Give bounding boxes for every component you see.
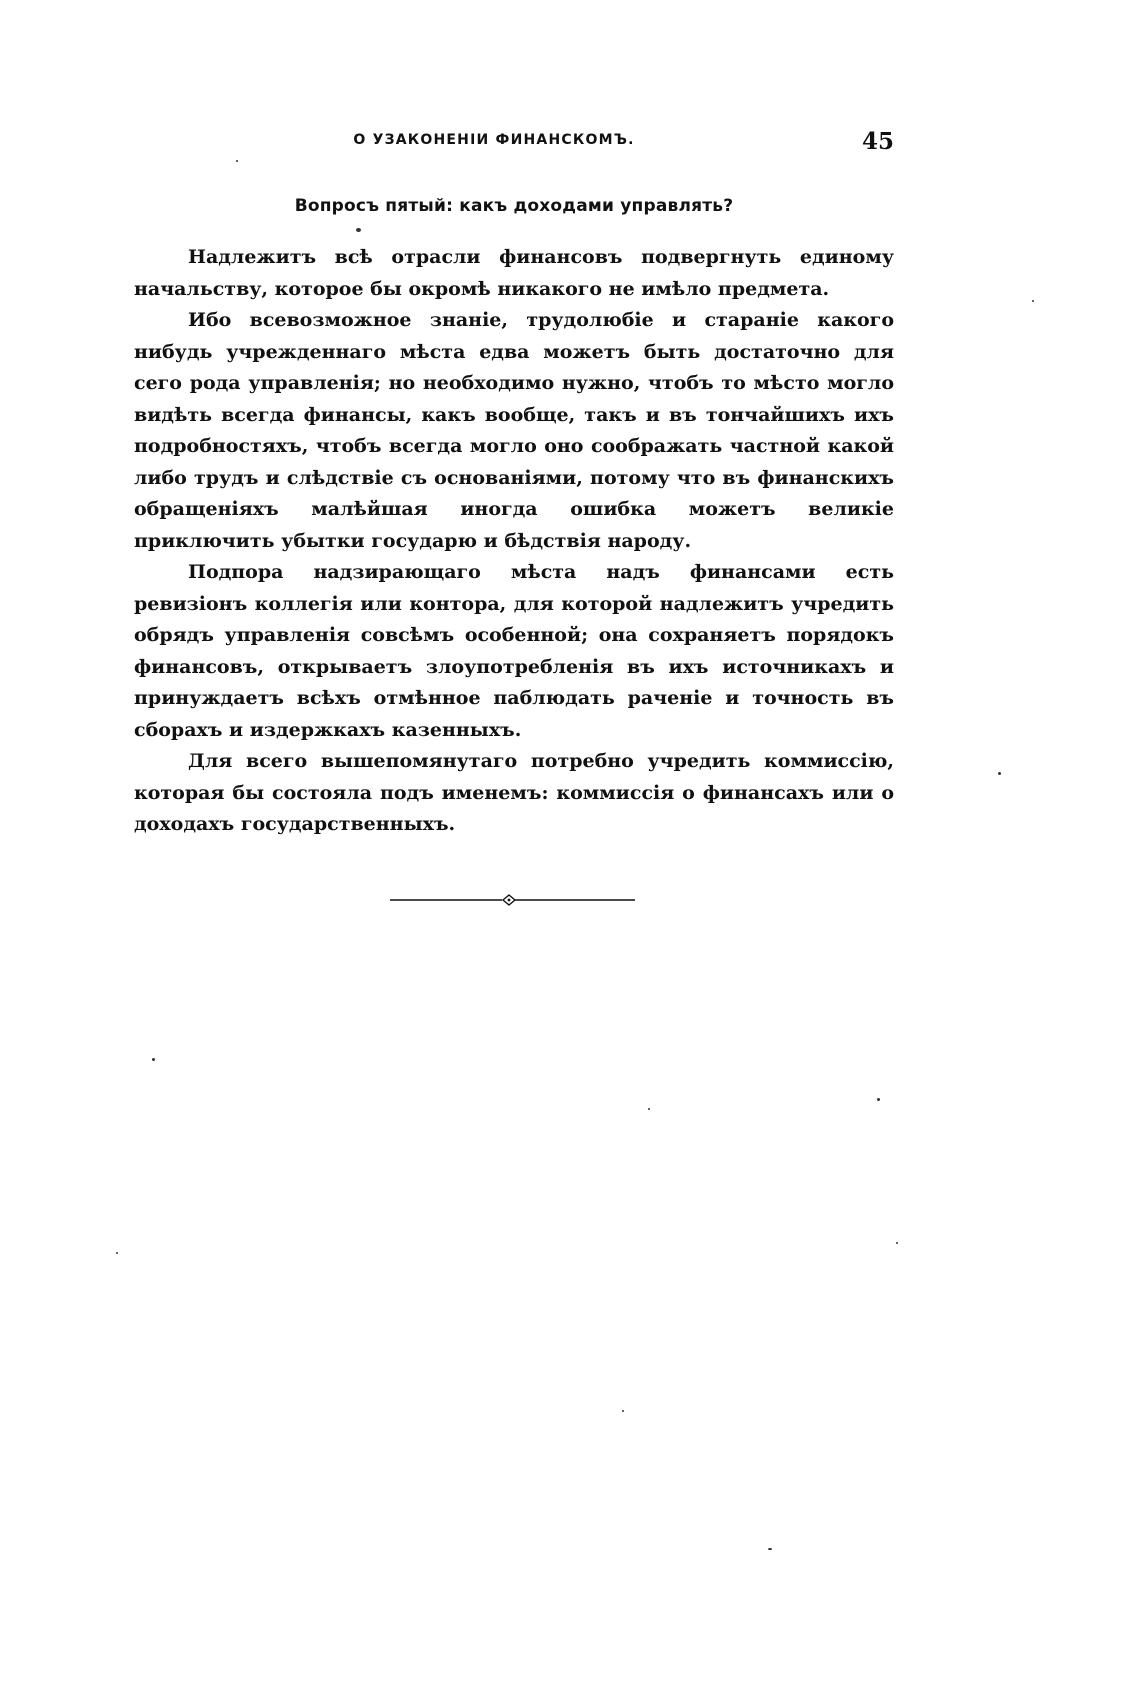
scan-speck xyxy=(116,1252,118,1254)
scan-speck xyxy=(622,1410,624,1412)
scan-speck xyxy=(356,228,361,232)
scan-speck xyxy=(998,772,1001,775)
scan-speck xyxy=(1032,300,1034,302)
scan-speck xyxy=(236,160,238,162)
scan-speck xyxy=(768,1548,772,1550)
scan-speck xyxy=(896,1242,898,1244)
diamond-rule-ornament-icon xyxy=(390,892,635,908)
paragraph: Ибо всевозможное знаніе, трудолюбіе и стараніе какого нибудь учрежденнаго мѣста едва можетъ быть достаточно для сего рода управленія; но необходимо нужно, чтобъ то мѣсто могло видѣть всегда финансы, какъ вообще, такъ и въ тончайшихъ ихъ подробностяхъ, чтобъ всегда могло оно соображать частной какой либо трудъ и слѣдствіе съ основаніями, потому что въ финанскихъ обращеніяхъ малѣйшая иногда ошибка можетъ великіе приключить убытки государю и бѣдствія народу. xyxy=(134,309,894,552)
scan-speck xyxy=(152,1058,155,1061)
paragraph: Надлежитъ всѣ отрасли финансовъ подвергнуть единому начальству, которое бы окромѣ никакого не имѣло предмета. xyxy=(134,246,894,300)
paragraph: Подпора надзирающаго мѣста надъ финансами есть ревизіонъ коллегія или контора, для которой надлежитъ учредить обрядъ управленія совсѣмъ особенной; она сохраняетъ порядокъ финансовъ, открываетъ злоупотребленія въ ихъ источникахъ и принуждаетъ всѣхъ отмѣнное паблюдать раченіе и точность въ сборахъ и издержкахъ казенныхъ. xyxy=(134,561,894,741)
scan-speck xyxy=(877,1098,880,1101)
scan-speck xyxy=(648,1108,650,1110)
body-text xyxy=(134,242,894,841)
running-title: О УЗАКОНЕНІИ ФИНАНСКОМЪ. xyxy=(353,132,635,148)
running-head xyxy=(134,128,894,162)
section-heading: Вопросъ пятый: какъ доходами управлять? xyxy=(294,196,734,216)
page-number: 45 xyxy=(861,128,894,155)
paragraph: Для всего вышепомянутаго потребно учредить коммиссію, которая бы состояла подъ именемъ: коммиссія о финансахъ или о доходахъ государственныхъ. xyxy=(134,750,894,835)
